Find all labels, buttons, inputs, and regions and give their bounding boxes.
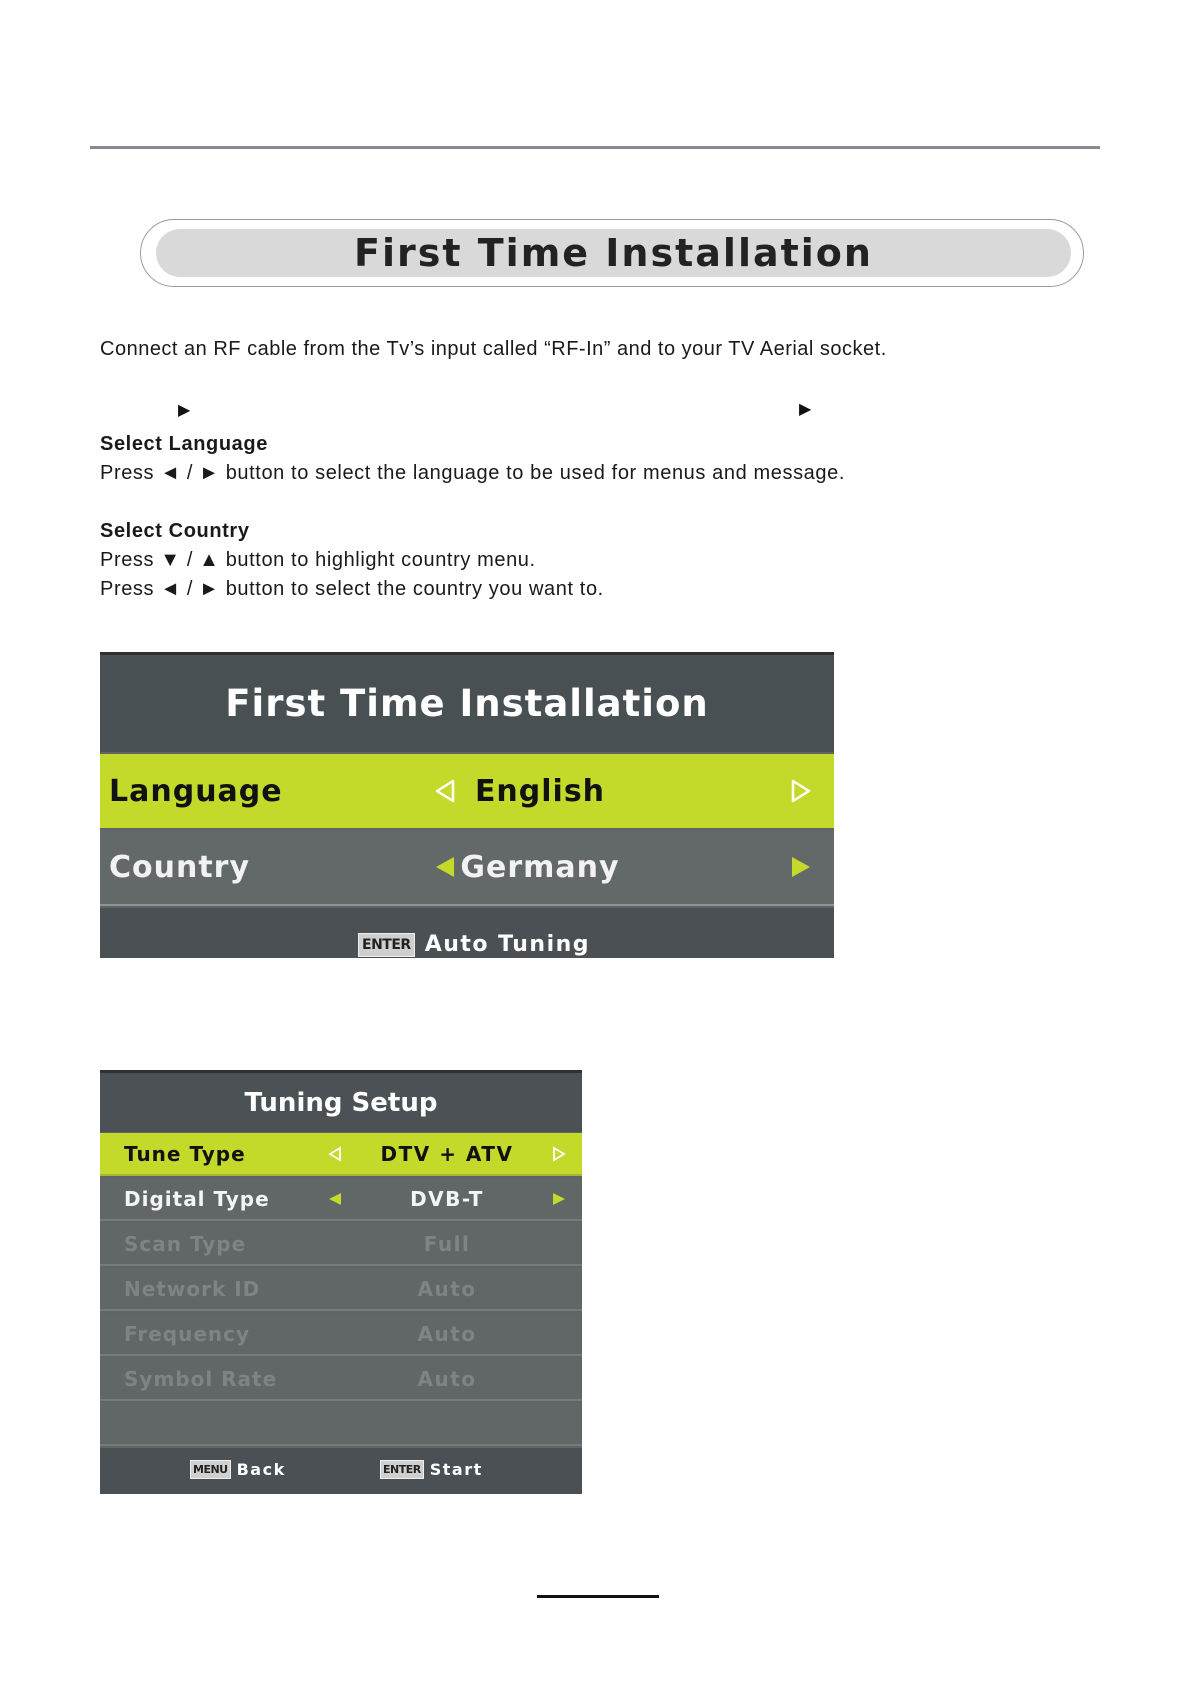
enter-key-icon: ENTER [380, 1460, 424, 1479]
menu-header [100, 1073, 582, 1132]
row-value: DVB-T [410, 1186, 484, 1211]
section-heading: Select Language [100, 433, 268, 455]
row-value: English [474, 773, 606, 809]
row-label: Symbol Rate [124, 1366, 278, 1391]
menu-footer [100, 1448, 582, 1494]
row-label: Digital Type [124, 1186, 270, 1211]
first-time-installation-menu [100, 652, 834, 958]
row-label: Country [109, 849, 251, 885]
frequency-row [100, 1313, 582, 1356]
start-label: Start [429, 1460, 483, 1479]
section-heading: Select Country [100, 520, 250, 542]
empty-row [100, 1403, 582, 1446]
right-arrow-icon: ▶ [178, 402, 191, 419]
scan-type-row [100, 1223, 582, 1266]
row-value: Auto [417, 1366, 477, 1391]
country-row[interactable] [100, 830, 834, 906]
right-arrow-icon: ▶ [799, 401, 812, 418]
network-id-row [100, 1268, 582, 1311]
back-label: Back [236, 1460, 286, 1479]
menu-title: Tuning Setup [244, 1087, 438, 1118]
page-title: First Time Installation [354, 231, 873, 275]
right-arrow-icon[interactable] [552, 1133, 566, 1174]
row-label: Language [109, 773, 283, 809]
menu-footer [100, 908, 834, 958]
right-arrow-icon[interactable] [790, 830, 812, 904]
language-row[interactable] [100, 754, 834, 828]
digital-type-row[interactable] [100, 1178, 582, 1221]
menu-title: First Time Installation [225, 682, 709, 725]
right-arrow-icon[interactable] [790, 754, 812, 828]
start-hint [380, 1460, 483, 1479]
row-value: DTV + ATV [380, 1141, 514, 1166]
intro-paragraph: Connect an RF cable from the Tv’s input called “RF-In” and to your TV Aerial socket. [100, 338, 887, 360]
row-label: Tune Type [124, 1141, 246, 1166]
row-label: Scan Type [124, 1231, 247, 1256]
auto-tuning-label: Auto Tuning [424, 932, 591, 957]
row-value: Full [423, 1231, 471, 1256]
row-label: Frequency [124, 1321, 251, 1346]
select-language-section [100, 430, 845, 488]
instruction-line: Press ◄ / ► button to select the country you want to. [100, 578, 604, 600]
row-value: Auto [417, 1276, 477, 1301]
back-hint [190, 1460, 286, 1479]
top-divider [90, 146, 1100, 149]
instruction-line: Press ▼ / ▲ button to highlight country menu. [100, 549, 536, 571]
row-value: Auto [417, 1321, 477, 1346]
right-arrow-icon[interactable] [552, 1178, 566, 1219]
tune-type-row[interactable] [100, 1133, 582, 1176]
menu-key-icon: MENU [190, 1460, 231, 1479]
select-country-section [100, 517, 604, 604]
symbol-rate-row [100, 1358, 582, 1401]
row-value: Germany [460, 849, 620, 885]
page-title-banner [140, 219, 1084, 287]
enter-key-icon: ENTER [358, 933, 415, 957]
instruction-line: Press ◄ / ► button to select the language to be used for menus and message. [100, 462, 845, 484]
menu-header [100, 652, 834, 752]
page-number-rule [537, 1595, 659, 1598]
row-label: Network ID [124, 1276, 261, 1301]
tuning-setup-menu [100, 1070, 582, 1494]
